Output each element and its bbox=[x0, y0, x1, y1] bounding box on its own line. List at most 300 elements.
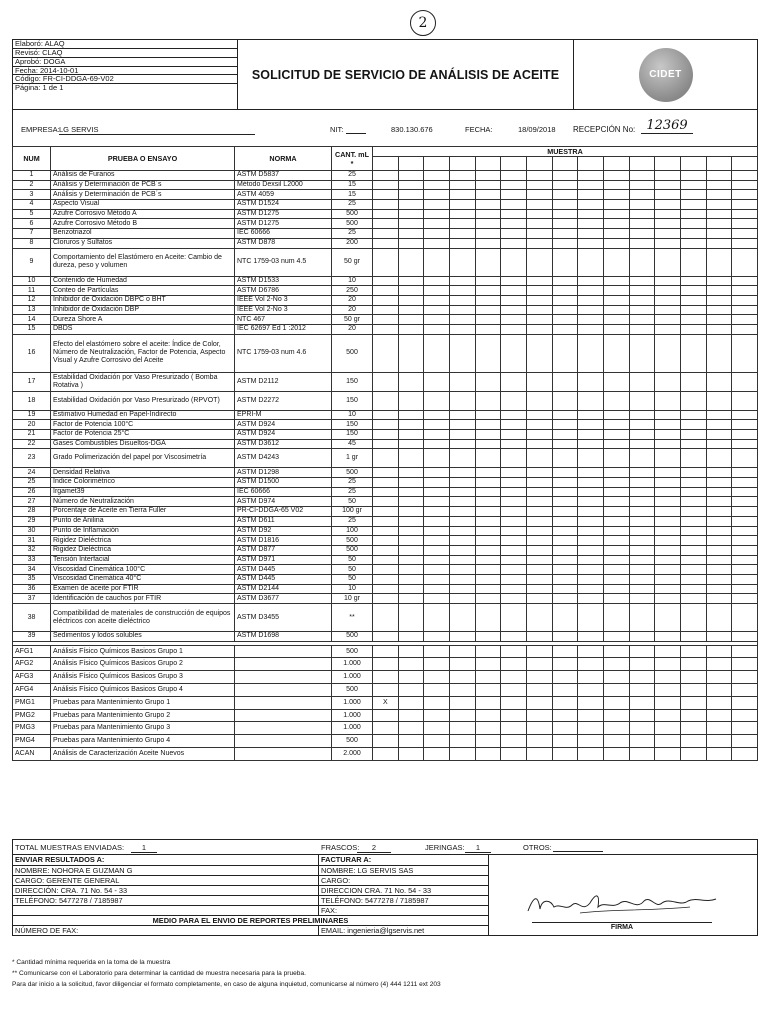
sample-checkbox-cell[interactable] bbox=[475, 286, 501, 296]
sample-checkbox-cell[interactable] bbox=[424, 722, 450, 735]
sample-checkbox-cell[interactable] bbox=[629, 238, 655, 248]
sample-checkbox-cell[interactable] bbox=[526, 219, 552, 229]
sample-checkbox-cell[interactable] bbox=[603, 684, 629, 697]
sample-checkbox-cell[interactable] bbox=[680, 391, 706, 410]
sample-checkbox-cell[interactable] bbox=[526, 439, 552, 449]
sample-checkbox-cell[interactable] bbox=[373, 632, 399, 642]
sample-checkbox-cell[interactable] bbox=[706, 735, 732, 748]
sample-checkbox-cell[interactable] bbox=[424, 286, 450, 296]
sample-checkbox-cell[interactable] bbox=[655, 735, 681, 748]
sample-checkbox-cell[interactable] bbox=[526, 238, 552, 248]
sample-checkbox-cell[interactable] bbox=[424, 565, 450, 575]
sample-checkbox-cell[interactable] bbox=[680, 200, 706, 210]
sample-checkbox-cell[interactable] bbox=[680, 722, 706, 735]
sample-checkbox-cell[interactable] bbox=[398, 439, 424, 449]
sample-checkbox-cell[interactable] bbox=[603, 722, 629, 735]
sample-checkbox-cell[interactable] bbox=[655, 696, 681, 709]
sample-checkbox-cell[interactable] bbox=[603, 468, 629, 478]
sample-checkbox-cell[interactable] bbox=[552, 468, 578, 478]
sample-checkbox-cell[interactable] bbox=[680, 286, 706, 296]
sample-checkbox-cell[interactable] bbox=[732, 315, 758, 325]
sample-checkbox-cell[interactable] bbox=[706, 671, 732, 684]
sample-checkbox-cell[interactable] bbox=[424, 594, 450, 604]
sample-checkbox-cell[interactable] bbox=[629, 536, 655, 546]
sample-checkbox-cell[interactable] bbox=[706, 545, 732, 555]
sample-checkbox-cell[interactable] bbox=[526, 735, 552, 748]
sample-checkbox-cell[interactable] bbox=[578, 526, 604, 536]
sample-checkbox-cell[interactable] bbox=[706, 420, 732, 430]
sample-checkbox-cell[interactable] bbox=[398, 286, 424, 296]
sample-checkbox-cell[interactable] bbox=[424, 295, 450, 305]
sample-checkbox-cell[interactable] bbox=[475, 594, 501, 604]
sample-checkbox-cell[interactable] bbox=[706, 594, 732, 604]
sample-checkbox-cell[interactable] bbox=[475, 722, 501, 735]
sample-checkbox-cell[interactable] bbox=[526, 468, 552, 478]
sample-checkbox-cell[interactable] bbox=[501, 555, 527, 565]
sample-checkbox-cell[interactable] bbox=[475, 507, 501, 517]
sample-checkbox-cell[interactable] bbox=[629, 748, 655, 761]
sample-checkbox-cell[interactable] bbox=[501, 497, 527, 507]
sample-checkbox-cell[interactable] bbox=[449, 565, 475, 575]
sample-checkbox-cell[interactable] bbox=[373, 439, 399, 449]
sample-checkbox-cell[interactable] bbox=[603, 735, 629, 748]
sample-checkbox-cell[interactable] bbox=[603, 645, 629, 658]
sample-checkbox-cell[interactable] bbox=[526, 507, 552, 517]
sample-checkbox-cell[interactable] bbox=[373, 420, 399, 430]
sample-checkbox-cell[interactable] bbox=[373, 594, 399, 604]
sample-checkbox-cell[interactable] bbox=[373, 526, 399, 536]
sample-checkbox-cell[interactable] bbox=[526, 315, 552, 325]
sample-checkbox-cell[interactable] bbox=[680, 604, 706, 632]
sample-checkbox-cell[interactable] bbox=[501, 487, 527, 497]
sample-checkbox-cell[interactable] bbox=[424, 372, 450, 391]
sample-checkbox-cell[interactable] bbox=[424, 410, 450, 420]
sample-checkbox-cell[interactable] bbox=[603, 286, 629, 296]
sample-checkbox-cell[interactable] bbox=[655, 722, 681, 735]
sample-checkbox-cell[interactable] bbox=[373, 574, 399, 584]
sample-checkbox-cell[interactable] bbox=[732, 545, 758, 555]
sample-checkbox-cell[interactable] bbox=[629, 684, 655, 697]
sample-checkbox-cell[interactable] bbox=[655, 632, 681, 642]
sample-checkbox-cell[interactable] bbox=[475, 545, 501, 555]
sample-checkbox-cell[interactable] bbox=[449, 671, 475, 684]
sample-checkbox-cell[interactable] bbox=[501, 171, 527, 181]
sample-checkbox-cell[interactable] bbox=[629, 507, 655, 517]
sample-checkbox-cell[interactable] bbox=[501, 334, 527, 372]
sample-checkbox-cell[interactable] bbox=[449, 372, 475, 391]
sample-checkbox-cell[interactable] bbox=[578, 594, 604, 604]
sample-checkbox-cell[interactable] bbox=[475, 516, 501, 526]
sample-checkbox-cell[interactable] bbox=[501, 372, 527, 391]
sample-checkbox-cell[interactable] bbox=[501, 430, 527, 440]
sample-checkbox-cell[interactable] bbox=[526, 334, 552, 372]
sample-checkbox-cell[interactable] bbox=[449, 478, 475, 488]
sample-checkbox-cell[interactable] bbox=[732, 748, 758, 761]
sample-checkbox-cell[interactable] bbox=[706, 200, 732, 210]
sample-checkbox-cell[interactable] bbox=[501, 468, 527, 478]
sample-checkbox-cell[interactable] bbox=[501, 574, 527, 584]
sample-checkbox-cell[interactable] bbox=[501, 209, 527, 219]
sample-checkbox-cell[interactable] bbox=[680, 372, 706, 391]
sample-checkbox-cell[interactable] bbox=[526, 305, 552, 315]
sample-checkbox-cell[interactable] bbox=[373, 410, 399, 420]
sample-checkbox-cell[interactable] bbox=[552, 584, 578, 594]
sample-checkbox-cell[interactable] bbox=[475, 276, 501, 286]
sample-checkbox-cell[interactable] bbox=[680, 449, 706, 468]
sample-checkbox-cell[interactable] bbox=[655, 748, 681, 761]
sample-checkbox-cell[interactable] bbox=[526, 276, 552, 286]
sample-checkbox-cell[interactable] bbox=[732, 391, 758, 410]
sample-checkbox-cell[interactable] bbox=[629, 180, 655, 190]
sample-checkbox-cell[interactable] bbox=[501, 410, 527, 420]
sample-checkbox-cell[interactable] bbox=[732, 735, 758, 748]
sample-checkbox-cell[interactable] bbox=[398, 722, 424, 735]
sample-checkbox-cell[interactable] bbox=[475, 748, 501, 761]
sample-checkbox-cell[interactable] bbox=[629, 594, 655, 604]
sample-checkbox-cell[interactable] bbox=[578, 468, 604, 478]
sample-checkbox-cell[interactable] bbox=[680, 295, 706, 305]
sample-checkbox-cell[interactable] bbox=[424, 645, 450, 658]
sample-checkbox-cell[interactable] bbox=[501, 748, 527, 761]
sample-checkbox-cell[interactable] bbox=[680, 555, 706, 565]
sample-checkbox-cell[interactable] bbox=[578, 497, 604, 507]
sample-checkbox-cell[interactable] bbox=[578, 372, 604, 391]
sample-checkbox-cell[interactable] bbox=[603, 709, 629, 722]
sample-checkbox-cell[interactable] bbox=[475, 334, 501, 372]
sample-checkbox-cell[interactable] bbox=[680, 238, 706, 248]
sample-checkbox-cell[interactable] bbox=[373, 248, 399, 276]
sample-checkbox-cell[interactable] bbox=[552, 190, 578, 200]
sample-checkbox-cell[interactable] bbox=[449, 391, 475, 410]
sample-checkbox-cell[interactable] bbox=[424, 190, 450, 200]
sample-checkbox-cell[interactable] bbox=[449, 497, 475, 507]
sample-checkbox-cell[interactable] bbox=[680, 487, 706, 497]
sample-checkbox-cell[interactable] bbox=[475, 372, 501, 391]
sample-checkbox-cell[interactable] bbox=[398, 478, 424, 488]
sample-checkbox-cell[interactable] bbox=[578, 709, 604, 722]
sample-checkbox-cell[interactable] bbox=[706, 295, 732, 305]
sample-checkbox-cell[interactable] bbox=[526, 286, 552, 296]
sample-checkbox-cell[interactable] bbox=[373, 468, 399, 478]
sample-checkbox-cell[interactable] bbox=[629, 487, 655, 497]
sample-checkbox-cell[interactable] bbox=[424, 171, 450, 181]
sample-checkbox-cell[interactable] bbox=[501, 478, 527, 488]
sample-checkbox-cell[interactable] bbox=[475, 574, 501, 584]
sample-checkbox-cell[interactable] bbox=[373, 171, 399, 181]
sample-checkbox-cell[interactable] bbox=[680, 671, 706, 684]
sample-checkbox-cell[interactable] bbox=[449, 295, 475, 305]
sample-checkbox-cell[interactable] bbox=[732, 430, 758, 440]
sample-checkbox-cell[interactable] bbox=[603, 574, 629, 584]
group-sample-mark[interactable] bbox=[373, 748, 399, 761]
sample-checkbox-cell[interactable] bbox=[501, 439, 527, 449]
sample-checkbox-cell[interactable] bbox=[578, 478, 604, 488]
sample-checkbox-cell[interactable] bbox=[680, 430, 706, 440]
sample-checkbox-cell[interactable] bbox=[629, 709, 655, 722]
sample-checkbox-cell[interactable] bbox=[373, 497, 399, 507]
sample-checkbox-cell[interactable] bbox=[552, 507, 578, 517]
sample-checkbox-cell[interactable] bbox=[398, 684, 424, 697]
sample-checkbox-cell[interactable] bbox=[424, 238, 450, 248]
sample-checkbox-cell[interactable] bbox=[501, 565, 527, 575]
sample-checkbox-cell[interactable] bbox=[449, 324, 475, 334]
sample-checkbox-cell[interactable] bbox=[680, 735, 706, 748]
sample-checkbox-cell[interactable] bbox=[449, 645, 475, 658]
sample-checkbox-cell[interactable] bbox=[578, 276, 604, 286]
sample-checkbox-cell[interactable] bbox=[552, 209, 578, 219]
sample-checkbox-cell[interactable] bbox=[578, 555, 604, 565]
sample-checkbox-cell[interactable] bbox=[398, 645, 424, 658]
sample-checkbox-cell[interactable] bbox=[552, 410, 578, 420]
sample-checkbox-cell[interactable] bbox=[680, 420, 706, 430]
sample-checkbox-cell[interactable] bbox=[552, 722, 578, 735]
sample-checkbox-cell[interactable] bbox=[449, 574, 475, 584]
sample-checkbox-cell[interactable] bbox=[526, 722, 552, 735]
sample-checkbox-cell[interactable] bbox=[475, 478, 501, 488]
sample-checkbox-cell[interactable] bbox=[603, 276, 629, 286]
sample-checkbox-cell[interactable] bbox=[475, 487, 501, 497]
sample-checkbox-cell[interactable] bbox=[578, 684, 604, 697]
sample-checkbox-cell[interactable] bbox=[629, 545, 655, 555]
sample-checkbox-cell[interactable] bbox=[680, 305, 706, 315]
sample-checkbox-cell[interactable] bbox=[706, 276, 732, 286]
sample-checkbox-cell[interactable] bbox=[603, 295, 629, 305]
sample-checkbox-cell[interactable] bbox=[603, 248, 629, 276]
sample-checkbox-cell[interactable] bbox=[706, 334, 732, 372]
sample-checkbox-cell[interactable] bbox=[578, 516, 604, 526]
sample-checkbox-cell[interactable] bbox=[373, 229, 399, 239]
sample-checkbox-cell[interactable] bbox=[655, 536, 681, 546]
sample-checkbox-cell[interactable] bbox=[398, 238, 424, 248]
sample-checkbox-cell[interactable] bbox=[552, 180, 578, 190]
sample-checkbox-cell[interactable] bbox=[680, 645, 706, 658]
sample-checkbox-cell[interactable] bbox=[449, 315, 475, 325]
sample-checkbox-cell[interactable] bbox=[732, 468, 758, 478]
sample-checkbox-cell[interactable] bbox=[373, 478, 399, 488]
sample-checkbox-cell[interactable] bbox=[655, 468, 681, 478]
sample-checkbox-cell[interactable] bbox=[424, 229, 450, 239]
sample-checkbox-cell[interactable] bbox=[680, 696, 706, 709]
sample-checkbox-cell[interactable] bbox=[706, 497, 732, 507]
sample-checkbox-cell[interactable] bbox=[449, 180, 475, 190]
sample-checkbox-cell[interactable] bbox=[706, 180, 732, 190]
sample-checkbox-cell[interactable] bbox=[603, 594, 629, 604]
sample-checkbox-cell[interactable] bbox=[501, 219, 527, 229]
sample-checkbox-cell[interactable] bbox=[655, 645, 681, 658]
sample-checkbox-cell[interactable] bbox=[629, 190, 655, 200]
sample-checkbox-cell[interactable] bbox=[706, 584, 732, 594]
sample-checkbox-cell[interactable] bbox=[629, 565, 655, 575]
sample-checkbox-cell[interactable] bbox=[449, 209, 475, 219]
sample-checkbox-cell[interactable] bbox=[526, 171, 552, 181]
sample-checkbox-cell[interactable] bbox=[475, 171, 501, 181]
sample-checkbox-cell[interactable] bbox=[424, 632, 450, 642]
sample-checkbox-cell[interactable] bbox=[424, 584, 450, 594]
sample-checkbox-cell[interactable] bbox=[732, 526, 758, 536]
sample-checkbox-cell[interactable] bbox=[526, 516, 552, 526]
sample-checkbox-cell[interactable] bbox=[398, 536, 424, 546]
sample-checkbox-cell[interactable] bbox=[552, 574, 578, 584]
sample-checkbox-cell[interactable] bbox=[552, 671, 578, 684]
sample-checkbox-cell[interactable] bbox=[398, 696, 424, 709]
sample-checkbox-cell[interactable] bbox=[501, 248, 527, 276]
sample-checkbox-cell[interactable] bbox=[398, 229, 424, 239]
sample-checkbox-cell[interactable] bbox=[629, 334, 655, 372]
sample-checkbox-cell[interactable] bbox=[655, 391, 681, 410]
sample-checkbox-cell[interactable] bbox=[629, 324, 655, 334]
sample-checkbox-cell[interactable] bbox=[578, 420, 604, 430]
sample-checkbox-cell[interactable] bbox=[552, 632, 578, 642]
group-sample-mark[interactable] bbox=[373, 684, 399, 697]
sample-checkbox-cell[interactable] bbox=[398, 315, 424, 325]
sample-checkbox-cell[interactable] bbox=[629, 468, 655, 478]
sample-checkbox-cell[interactable] bbox=[706, 372, 732, 391]
sample-checkbox-cell[interactable] bbox=[398, 295, 424, 305]
sample-checkbox-cell[interactable] bbox=[578, 604, 604, 632]
sample-checkbox-cell[interactable] bbox=[526, 696, 552, 709]
sample-checkbox-cell[interactable] bbox=[501, 545, 527, 555]
sample-checkbox-cell[interactable] bbox=[424, 324, 450, 334]
sample-checkbox-cell[interactable] bbox=[398, 430, 424, 440]
sample-checkbox-cell[interactable] bbox=[603, 632, 629, 642]
sample-checkbox-cell[interactable] bbox=[552, 248, 578, 276]
sample-checkbox-cell[interactable] bbox=[398, 468, 424, 478]
sample-checkbox-cell[interactable] bbox=[475, 209, 501, 219]
sample-checkbox-cell[interactable] bbox=[706, 696, 732, 709]
sample-checkbox-cell[interactable] bbox=[373, 391, 399, 410]
sample-checkbox-cell[interactable] bbox=[655, 238, 681, 248]
sample-checkbox-cell[interactable] bbox=[373, 430, 399, 440]
sample-checkbox-cell[interactable] bbox=[578, 645, 604, 658]
sample-checkbox-cell[interactable] bbox=[603, 391, 629, 410]
sample-checkbox-cell[interactable] bbox=[706, 516, 732, 526]
sample-checkbox-cell[interactable] bbox=[578, 671, 604, 684]
sample-checkbox-cell[interactable] bbox=[629, 229, 655, 239]
sample-checkbox-cell[interactable] bbox=[475, 410, 501, 420]
sample-checkbox-cell[interactable] bbox=[578, 507, 604, 517]
sample-checkbox-cell[interactable] bbox=[603, 604, 629, 632]
group-sample-mark[interactable] bbox=[373, 735, 399, 748]
sample-checkbox-cell[interactable] bbox=[578, 219, 604, 229]
sample-checkbox-cell[interactable] bbox=[578, 696, 604, 709]
sample-checkbox-cell[interactable] bbox=[578, 632, 604, 642]
sample-checkbox-cell[interactable] bbox=[680, 324, 706, 334]
sample-checkbox-cell[interactable] bbox=[629, 200, 655, 210]
sample-checkbox-cell[interactable] bbox=[373, 536, 399, 546]
sample-checkbox-cell[interactable] bbox=[398, 507, 424, 517]
sample-checkbox-cell[interactable] bbox=[373, 209, 399, 219]
sample-checkbox-cell[interactable] bbox=[629, 696, 655, 709]
sample-checkbox-cell[interactable] bbox=[732, 709, 758, 722]
sample-checkbox-cell[interactable] bbox=[552, 487, 578, 497]
sample-checkbox-cell[interactable] bbox=[655, 276, 681, 286]
sample-checkbox-cell[interactable] bbox=[526, 594, 552, 604]
group-sample-mark[interactable] bbox=[373, 709, 399, 722]
sample-checkbox-cell[interactable] bbox=[424, 671, 450, 684]
sample-checkbox-cell[interactable] bbox=[373, 372, 399, 391]
sample-checkbox-cell[interactable] bbox=[578, 248, 604, 276]
sample-checkbox-cell[interactable] bbox=[475, 709, 501, 722]
sample-checkbox-cell[interactable] bbox=[603, 487, 629, 497]
sample-checkbox-cell[interactable] bbox=[680, 516, 706, 526]
sample-checkbox-cell[interactable] bbox=[603, 229, 629, 239]
sample-checkbox-cell[interactable] bbox=[629, 645, 655, 658]
sample-checkbox-cell[interactable] bbox=[373, 487, 399, 497]
sample-checkbox-cell[interactable] bbox=[655, 516, 681, 526]
sample-checkbox-cell[interactable] bbox=[552, 696, 578, 709]
sample-checkbox-cell[interactable] bbox=[424, 507, 450, 517]
sample-checkbox-cell[interactable] bbox=[706, 190, 732, 200]
sample-checkbox-cell[interactable] bbox=[655, 671, 681, 684]
sample-checkbox-cell[interactable] bbox=[655, 430, 681, 440]
sample-checkbox-cell[interactable] bbox=[475, 671, 501, 684]
sample-checkbox-cell[interactable] bbox=[706, 391, 732, 410]
sample-checkbox-cell[interactable] bbox=[603, 219, 629, 229]
group-sample-mark[interactable] bbox=[373, 671, 399, 684]
sample-checkbox-cell[interactable] bbox=[373, 555, 399, 565]
sample-checkbox-cell[interactable] bbox=[373, 180, 399, 190]
sample-checkbox-cell[interactable] bbox=[655, 574, 681, 584]
sample-checkbox-cell[interactable] bbox=[655, 229, 681, 239]
sample-checkbox-cell[interactable] bbox=[629, 410, 655, 420]
sample-checkbox-cell[interactable] bbox=[424, 545, 450, 555]
sample-checkbox-cell[interactable] bbox=[552, 594, 578, 604]
sample-checkbox-cell[interactable] bbox=[706, 632, 732, 642]
sample-checkbox-cell[interactable] bbox=[373, 295, 399, 305]
sample-checkbox-cell[interactable] bbox=[475, 645, 501, 658]
sample-checkbox-cell[interactable] bbox=[552, 219, 578, 229]
sample-checkbox-cell[interactable] bbox=[526, 545, 552, 555]
sample-checkbox-cell[interactable] bbox=[475, 584, 501, 594]
sample-checkbox-cell[interactable] bbox=[603, 305, 629, 315]
sample-checkbox-cell[interactable] bbox=[424, 439, 450, 449]
sample-checkbox-cell[interactable] bbox=[732, 324, 758, 334]
sample-checkbox-cell[interactable] bbox=[603, 171, 629, 181]
sample-checkbox-cell[interactable] bbox=[732, 487, 758, 497]
sample-checkbox-cell[interactable] bbox=[526, 658, 552, 671]
sample-checkbox-cell[interactable] bbox=[449, 439, 475, 449]
sample-checkbox-cell[interactable] bbox=[501, 295, 527, 305]
sample-checkbox-cell[interactable] bbox=[552, 658, 578, 671]
sample-checkbox-cell[interactable] bbox=[449, 507, 475, 517]
sample-checkbox-cell[interactable] bbox=[526, 430, 552, 440]
sample-checkbox-cell[interactable] bbox=[501, 420, 527, 430]
sample-checkbox-cell[interactable] bbox=[578, 391, 604, 410]
sample-checkbox-cell[interactable] bbox=[655, 200, 681, 210]
sample-checkbox-cell[interactable] bbox=[398, 584, 424, 594]
sample-checkbox-cell[interactable] bbox=[629, 372, 655, 391]
sample-checkbox-cell[interactable] bbox=[732, 594, 758, 604]
sample-checkbox-cell[interactable] bbox=[655, 324, 681, 334]
sample-checkbox-cell[interactable] bbox=[655, 584, 681, 594]
sample-checkbox-cell[interactable] bbox=[526, 248, 552, 276]
sample-checkbox-cell[interactable] bbox=[629, 574, 655, 584]
sample-checkbox-cell[interactable] bbox=[732, 420, 758, 430]
sample-checkbox-cell[interactable] bbox=[398, 334, 424, 372]
sample-checkbox-cell[interactable] bbox=[424, 468, 450, 478]
sample-checkbox-cell[interactable] bbox=[732, 449, 758, 468]
sample-checkbox-cell[interactable] bbox=[578, 171, 604, 181]
sample-checkbox-cell[interactable] bbox=[552, 324, 578, 334]
sample-checkbox-cell[interactable] bbox=[398, 735, 424, 748]
sample-checkbox-cell[interactable] bbox=[501, 276, 527, 286]
sample-checkbox-cell[interactable] bbox=[475, 439, 501, 449]
sample-checkbox-cell[interactable] bbox=[655, 334, 681, 372]
sample-checkbox-cell[interactable] bbox=[398, 497, 424, 507]
sample-checkbox-cell[interactable] bbox=[680, 315, 706, 325]
sample-checkbox-cell[interactable] bbox=[655, 526, 681, 536]
sample-checkbox-cell[interactable] bbox=[578, 324, 604, 334]
